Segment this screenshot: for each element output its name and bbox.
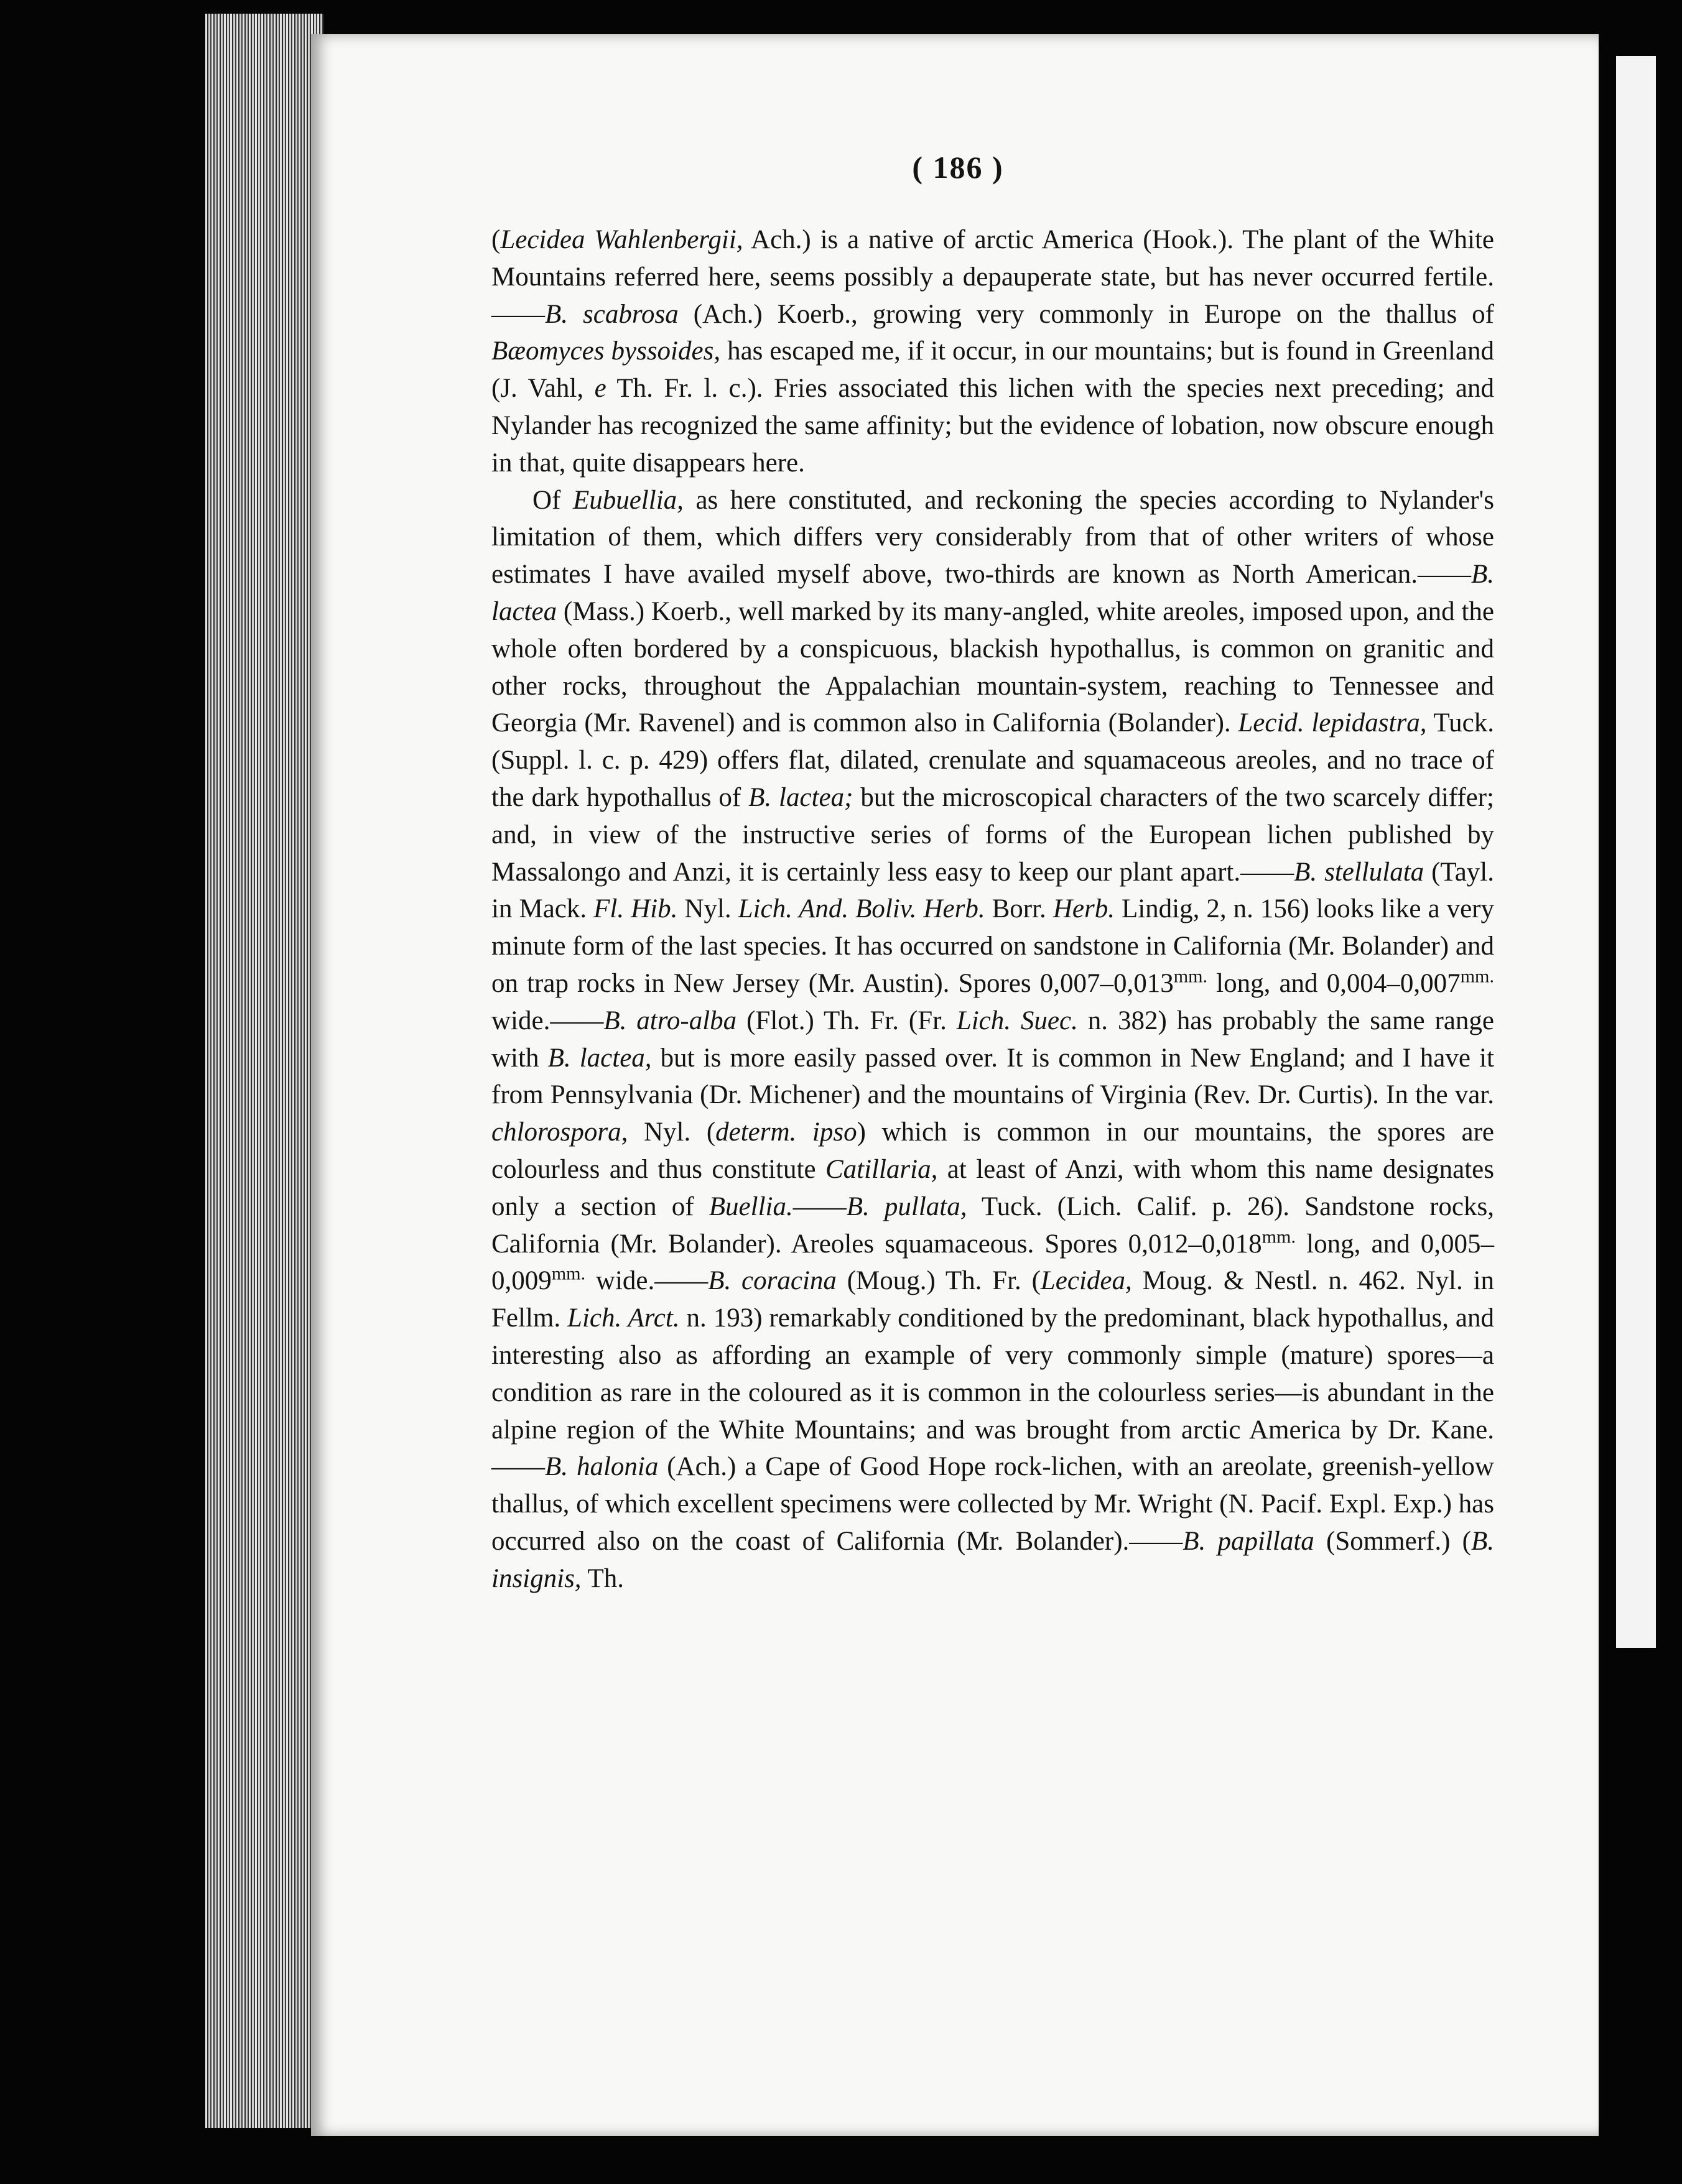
text-segment: (Flot.) Th. Fr. (Fr. bbox=[736, 1006, 957, 1035]
text-segment: Tuck. (Lich. Calif. p. 26). Sandstone rocks, California (Mr. Bolander). Areoles squamaceous. Spores 0,012–0,018 bbox=[491, 1191, 1494, 1259]
italic-text-segment: B. scabrosa bbox=[545, 299, 679, 329]
italic-text-segment: e bbox=[594, 374, 606, 404]
text-segment: Lindig, 2, n. 156) looks like a very minute form of the last species. It has occurred on sandstone in California (Mr. Bolander) and on trap rocks in New Jersey (Mr. Austin). Spores 0,007–0,013 bbox=[491, 894, 1494, 998]
text-segment: (Moug.) Th. Fr. ( bbox=[836, 1266, 1041, 1296]
text-segment: long, and 0,005–0,009 bbox=[491, 1229, 1494, 1296]
text-segment: Of bbox=[532, 485, 573, 515]
text-segment: Nyl. bbox=[677, 894, 738, 924]
italic-text-segment: B. atro-alba bbox=[603, 1006, 737, 1035]
italic-text-segment: chlorospora, bbox=[491, 1117, 628, 1147]
text-segment: n. 193) remarkably conditioned by the predominant, black hypothallus, and interesting also as affording an example of very commonly simple (mature) spores—a condition as rare in the coloured as it is common in the colourless series—is abundant in the alpine region of the White Mountains; and was brought from arctic America by Dr. Kane. —— bbox=[491, 1303, 1494, 1482]
text-segment: (Ach.) Koerb., growing very commonly in Europe on the thallus of bbox=[678, 299, 1494, 329]
italic-text-segment: B. coracina bbox=[708, 1266, 837, 1296]
text-segment: ( bbox=[491, 225, 501, 254]
italic-text-segment: Bæomyces byssoides, bbox=[491, 336, 721, 366]
italic-text-segment: Herb. bbox=[1052, 894, 1115, 924]
italic-text-segment: Buellia. bbox=[709, 1191, 793, 1221]
italic-text-segment: B. papillata bbox=[1183, 1526, 1314, 1556]
text-segment: Th. Fr. l. c.). Fries associated this lichen with the species next preceding; and Nylander has recognized the same affinity; but the evidence of lobation, now obscure enough in that, quite disappears here. bbox=[491, 374, 1494, 478]
text-segment: Th. bbox=[581, 1563, 625, 1593]
italic-text-segment: B. pullata, bbox=[846, 1191, 967, 1221]
text-segment: wide.—— bbox=[491, 1006, 604, 1035]
superscript-unit: mm. bbox=[1173, 965, 1208, 987]
italic-text-segment: B. insignis, bbox=[491, 1526, 1494, 1593]
text-segment: (Mass.) Koerb., well marked by its many-angled, white areoles, imposed upon, and the whole often bordered by a conspicuous, blackish hypothallus, is common on granitic and other rocks, throughout the Appalachian mountain-system, reaching to Tennessee and Georgia (Mr. Ravenel) and is common also in California (Bolander). bbox=[491, 596, 1494, 738]
book-page-edges bbox=[205, 14, 323, 2128]
text-segment: Borr. bbox=[985, 894, 1053, 924]
text-segment: as here constituted, and reckoning the species according to Nylander's limitation of them, which differs very considerably from that of other writers of whose estimates I have availed myself above, two-thirds are known as North American.—— bbox=[491, 485, 1495, 590]
paragraph bbox=[491, 482, 1494, 1598]
italic-text-segment: determ. ipso bbox=[715, 1117, 857, 1147]
text-segment: (Sommerf.) ( bbox=[1314, 1526, 1471, 1556]
italic-text-segment: Eubuellia, bbox=[572, 485, 684, 515]
italic-text-segment: B. lactea, bbox=[547, 1043, 652, 1073]
text-segment: Nyl. ( bbox=[628, 1117, 716, 1147]
italic-text-segment: Lich. Arct. bbox=[567, 1303, 680, 1333]
text-segment: ) which is common in our mountains, the spores are colourless and thus constitute bbox=[491, 1117, 1494, 1184]
italic-text-segment: Catillaria, bbox=[825, 1154, 938, 1184]
text-segment: Ach.) is a native of arctic America (Hook.). The plant of the White Mountains referred here, seems possibly a depauperate state, but has never occurred fertile.—— bbox=[491, 225, 1494, 329]
italic-text-segment: Lecid. lepidastra, bbox=[1238, 708, 1427, 738]
superscript-unit: mm. bbox=[551, 1262, 586, 1284]
italic-text-segment: Lich. And. Boliv. Herb. bbox=[738, 894, 985, 924]
italic-text-segment: Fl. Hib. bbox=[593, 894, 678, 924]
text-segment: at least of Anzi, with whom this name designates only a section of bbox=[491, 1154, 1494, 1221]
italic-text-segment: B. lactea bbox=[491, 560, 1494, 626]
text-segment: Moug. & Nestl. n. 462. Nyl. in Fellm. bbox=[491, 1266, 1494, 1333]
italic-text-segment: B. stellulata bbox=[1294, 857, 1424, 887]
text-segment: but is more easily passed over. It is common in New England; and I have it from Pennsylvania (Dr. Michener) and the mountains of Virginia (Rev. Dr. Curtis). In the var. bbox=[491, 1043, 1494, 1110]
superscript-unit: mm. bbox=[1262, 1226, 1296, 1247]
text-segment: —— bbox=[792, 1191, 847, 1221]
text-segment: wide.—— bbox=[585, 1266, 709, 1296]
superscript-unit: mm. bbox=[1460, 965, 1494, 987]
italic-text-segment: B. halonia bbox=[545, 1452, 659, 1482]
italic-text-segment: B. lactea; bbox=[748, 782, 853, 812]
text-segment: n. 382) has probably the same range with bbox=[491, 1006, 1494, 1073]
page-number: ( 186 ) bbox=[912, 150, 1004, 185]
paragraph bbox=[491, 221, 1494, 482]
text-segment: (Tayl. in Mack. bbox=[491, 857, 1494, 924]
italic-text-segment: Lecidea, bbox=[1040, 1266, 1132, 1296]
text-segment: Tuck. (Suppl. l. c. p. 429) offers flat, dilated, crenulate and squamaceous areoles, and no trace of the dark hypothallus of bbox=[491, 708, 1494, 812]
italic-text-segment: Lecidea Wahlenbergii, bbox=[500, 225, 743, 254]
italic-text-segment: Lich. Suec. bbox=[956, 1006, 1078, 1035]
text-segment: (Ach.) a Cape of Good Hope rock-lichen, with an areolate, greenish-yellow thallus, of which excellent specimens were collected by Mr. Wright (N. Pacif. Expl. Exp.) has occurred also on the coast of California (Mr. Bolander).—— bbox=[491, 1452, 1494, 1556]
text-segment: but the microscopical characters of the two scarcely differ; and, in view of the instructive series of forms of the European lichen published by Massalongo and Anzi, it is certainly less easy to keep our plant apart.—— bbox=[491, 782, 1494, 887]
adjacent-page-edge bbox=[1616, 56, 1656, 1648]
text-segment: long, and 0,004–0,007 bbox=[1207, 968, 1461, 998]
body-text bbox=[491, 221, 1494, 1597]
text-segment: has escaped me, if it occur, in our mountains; but is found in Greenland (J. Vahl, bbox=[491, 336, 1494, 404]
